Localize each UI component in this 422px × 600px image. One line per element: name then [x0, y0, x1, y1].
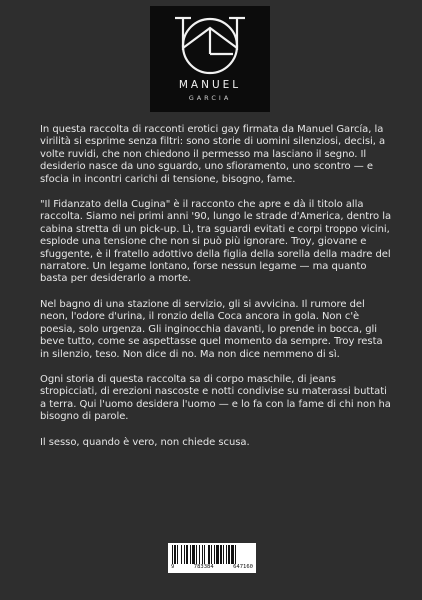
blurb-text [40, 124, 392, 462]
barcode-bars [168, 545, 256, 565]
barcode-digit-right: 647160 [233, 564, 253, 570]
author-name: MANUEL [178, 79, 242, 91]
author-surname: GARCIA [188, 94, 232, 102]
paragraph: In questa raccolta di racconti erotici gay firmata da Manuel García, la virilità si esprime senza filtri: sono storie di uomini silenziosi, decisi, a volte ruvidi, che non chiedono il permesso ma lasciano il segno. Il desiderio nasce da uno sguardo, uno sfioramento, uno scontro — e sfocia in incontri carichi di tensione, bisogno, fame. [40, 124, 386, 185]
isbn-barcode [168, 543, 256, 573]
barcode-digit-lead: 9 [171, 564, 175, 570]
monogram-icon [175, 14, 245, 78]
paragraph: Il sesso, quando è vero, non chiede scusa. [40, 436, 250, 448]
author-logo [150, 6, 270, 112]
paragraph: "Il Fidanzato della Cugina" è il racconto che apre e dà il titolo alla raccolta. Siamo nei primi anni '90, lungo le strade d'America, dentro la cabina stretta di un pick-up. Lì, tra sguardi evitati e corpi troppo vicini, esplode una tensione che non si può più ignorare. Troy, giovane e sfuggente, è il fratello adottivo della figlia della sorella della madre del narratore. Un legame lontano, forse nessun legame — ma quanto basta per desiderarlo a morte. [40, 199, 392, 285]
paragraph: Ogni storia di questa raccolta sa di corpo maschile, di jeans stropicciati, di erezioni nascoste e notti condivise su materassi buttati a terra. Qui l'uomo desidera l'uomo — e lo fa con la fame di chi non ha bisogno di parole. [40, 373, 391, 423]
paragraph: Nel bagno di una stazione di servizio, gli si avvicina. Il rumore del neon, l'odore d'urina, il ronzio della Coca ancora in gola. Non c'è poesia, solo urgenza. Gli inginocchia davanti, lo prende in bocca, gli beve tutto, come se aspettasse quel momento da sempre. Troy resta in silenzio, teso. Non dice di no. Ma non dice nemmeno di sì. [40, 298, 383, 360]
barcode-digits [168, 564, 256, 572]
barcode-digit-left: 783384 [193, 564, 214, 570]
